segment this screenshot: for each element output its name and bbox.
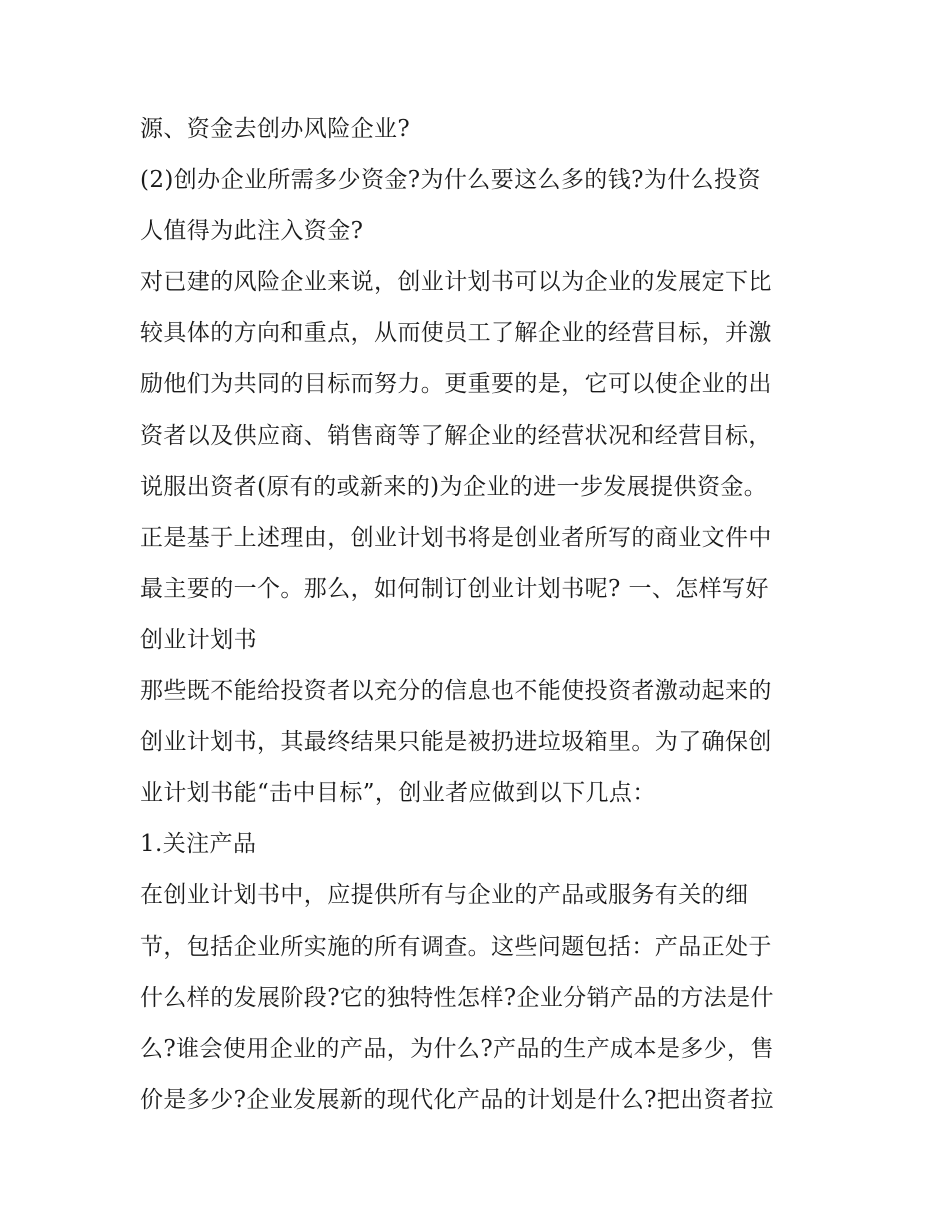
text-line: 源、资金去创办风险企业? [140, 116, 411, 142]
text-line: 在创业计划书中，应提供所有与企业的产品或服务有关的细 [140, 882, 749, 909]
text-line: 较具体的方向和重点，从而使员工了解企业的经营目标，并激 [140, 320, 772, 347]
text-line: 正是基于上述理由，创业计划书将是创业者所写的商业文件中 [140, 524, 772, 551]
text-line: 说服出资者(原有的或新来的)为企业的进一步发展提供资金。 [140, 473, 768, 500]
text-line: 励他们为共同的目标而努力。更重要的是，它可以使企业的出 [140, 371, 772, 398]
text-line: 创业计划书，其最终结果只能是被扔进垃圾箱里。为了确保创 [140, 729, 772, 756]
text-line: 对已建的风险企业来说，创业计划书可以为企业的发展定下比 [140, 269, 772, 296]
text-line: 人值得为此注入资金? [140, 218, 364, 245]
section-heading: 创业计划书 [140, 626, 257, 653]
text-line: 节，包括企业所实施的所有调查。这些问题包括：产品正处于 [140, 933, 772, 960]
text-line: 业计划书能“击中目标”，创业者应做到以下几点： [140, 780, 656, 807]
text-line: 最主要的一个。那么，如何制订创业计划书呢? 一、怎样写好 [140, 575, 769, 602]
text-line: 资者以及供应商、销售商等了解企业的经营状况和经营目标， [140, 422, 772, 449]
subsection-heading: 1.关注产品 [140, 831, 257, 858]
text-line: (2)创办企业所需多少资金?为什么要这么多的钱?为什么投资 [140, 167, 761, 194]
text-line: 价是多少?企业发展新的现代化产品的计划是什么?把出资者拉 [140, 1086, 774, 1113]
text-line: 么?谁会使用企业的产品，为什么?产品的生产成本是多少，售 [140, 1035, 774, 1062]
document-body [140, 104, 812, 1126]
text-line: 那些既不能给投资者以充分的信息也不能使投资者激动起来的 [140, 678, 772, 705]
text-line: 什么样的发展阶段?它的独特性怎样?企业分销产品的方法是什 [140, 984, 774, 1011]
